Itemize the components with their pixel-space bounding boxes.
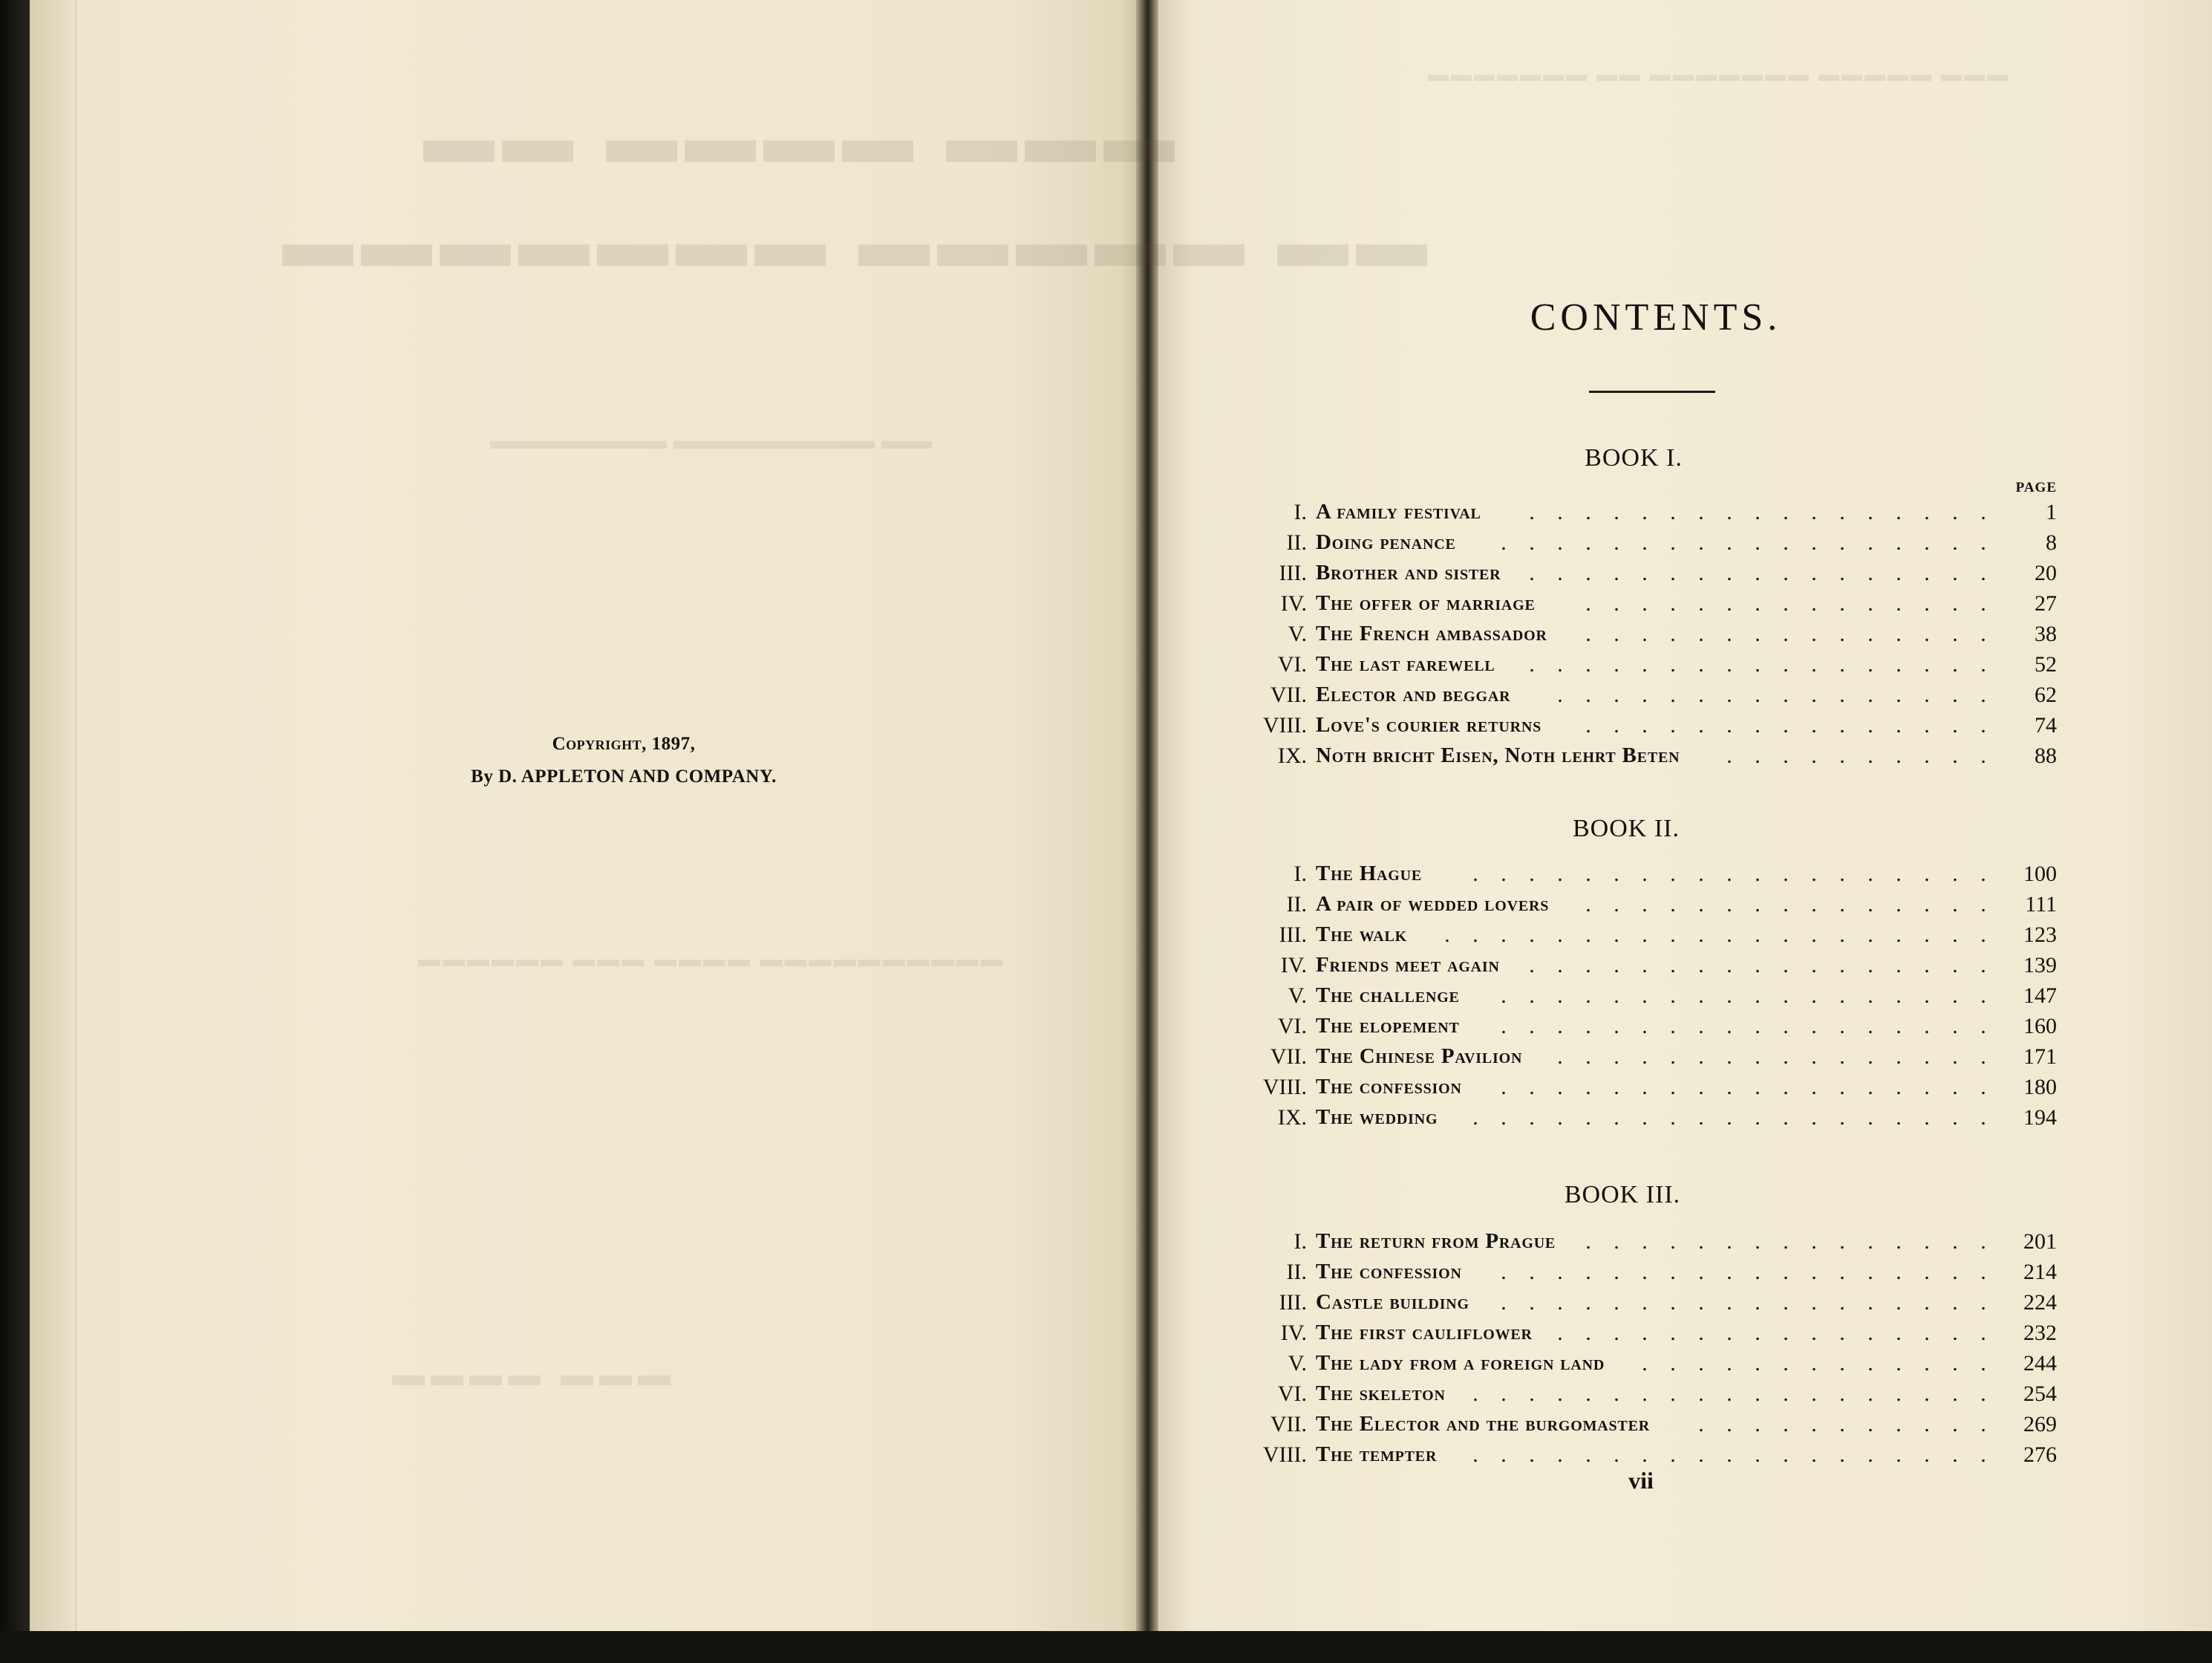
chapter-page-number: 214 bbox=[2023, 1260, 2057, 1284]
dot-leader: . . . . . . . . . . . . . . . bbox=[1585, 892, 1986, 917]
publisher-line: By D. APPLETON AND COMPANY. bbox=[471, 767, 777, 787]
toc-entry bbox=[1233, 1379, 2057, 1409]
binding-edge-bottom bbox=[0, 1631, 2212, 1663]
dot-leader: . . . . . . . . . . . . . . . . . . bbox=[1501, 1014, 1986, 1038]
show-through-title-1: ▬▬▬ ▬▬▬▬ ▬▬ bbox=[416, 98, 1175, 178]
toc-entry bbox=[1233, 889, 2057, 920]
dot-leader: . . . . . . . . . . . . . . . . . bbox=[1529, 500, 1986, 524]
chapter-page-number: 269 bbox=[2023, 1412, 2057, 1436]
chapter-number: IV. bbox=[1280, 1321, 1307, 1345]
chapter-number: II. bbox=[1286, 530, 1307, 555]
chapter-page-number: 111 bbox=[2025, 892, 2057, 917]
chapter-title: The return from Prague bbox=[1316, 1229, 1556, 1253]
show-through-translator: ▬▬▬▬▬▬▬▬▬▬ ▬▬▬▬ ▬▬▬ ▬▬▬▬▬▬ bbox=[416, 947, 1003, 972]
chapter-number: VII. bbox=[1270, 683, 1307, 707]
chapter-number: VI. bbox=[1277, 652, 1307, 677]
show-through-running-head: ▬▬▬ ▬▬▬▬▬ ▬▬▬▬▬▬▬ ▬▬ ▬▬▬▬▬▬▬ bbox=[1426, 63, 2008, 86]
dot-leader: . . . . . . . . . . . . . bbox=[1642, 1351, 1986, 1376]
dot-leader: . . . . . . . . . . . . . . . . . . . bbox=[1472, 1105, 1986, 1130]
chapter-title: The challenge bbox=[1316, 983, 1460, 1007]
dot-leader: . . . . . . . . . . . . . . . . . bbox=[1529, 561, 1986, 585]
chapter-page-number: 100 bbox=[2023, 862, 2057, 886]
dot-leader: . . . . . . . . . . . . . . . . . . . . bbox=[1444, 922, 1986, 947]
chapter-title: A pair of wedded lovers bbox=[1316, 892, 1550, 916]
dot-leader: . . . . . . . . . . . . . . . . . . bbox=[1501, 1290, 1986, 1315]
toc-entry bbox=[1233, 1409, 2057, 1439]
book-2-chapter-list bbox=[1233, 859, 2057, 1133]
dot-leader: . . . . . . . . . . . . . . . . . . . bbox=[1472, 1382, 1986, 1406]
copyright-block bbox=[401, 728, 846, 793]
dot-leader: . . . . . . . . . . . bbox=[1698, 1412, 1986, 1436]
chapter-title: The Elector and the burgomaster bbox=[1316, 1412, 1650, 1436]
dot-leader: . . . . . . . . . . . . . . . . . bbox=[1529, 652, 1986, 677]
chapter-title: The lady from a foreign land bbox=[1316, 1351, 1605, 1375]
book-3-chapter-list bbox=[1233, 1226, 2057, 1470]
chapter-page-number: 1 bbox=[2046, 500, 2057, 524]
chapter-page-number: 8 bbox=[2046, 530, 2057, 555]
copyright-line: Copyright, 1897, bbox=[552, 734, 696, 754]
chapter-title: Noth bricht Eisen, Noth lehrt Beten bbox=[1316, 743, 1680, 767]
chapter-title: Castle building bbox=[1316, 1290, 1469, 1314]
dot-leader: . . . . . . . . . . . . . . . . . . bbox=[1501, 1260, 1986, 1284]
toc-entry bbox=[1233, 649, 2057, 680]
dot-leader: . . . . . . . . . . . . . . . . . . bbox=[1501, 983, 1986, 1008]
toc-entry bbox=[1233, 920, 2057, 950]
chapter-title: The last farewell bbox=[1316, 652, 1495, 676]
chapter-title: Love's courier returns bbox=[1316, 713, 1541, 737]
chapter-number: IV. bbox=[1280, 953, 1307, 977]
chapter-number: III. bbox=[1279, 561, 1307, 585]
dot-leader: . . . . . . . . . . . . . . . . . . . bbox=[1472, 862, 1986, 886]
chapter-page-number: 123 bbox=[2023, 922, 2057, 947]
toc-entry bbox=[1233, 1257, 2057, 1287]
dot-leader: . . . . . . . . . . . . . . . bbox=[1585, 713, 1986, 738]
chapter-title: The first cauliflower bbox=[1316, 1321, 1533, 1344]
chapter-page-number: 74 bbox=[2035, 713, 2057, 738]
left-page-edge bbox=[30, 0, 76, 1631]
chapter-number: V. bbox=[1288, 1351, 1307, 1376]
chapter-title: The Hague bbox=[1316, 862, 1423, 885]
show-through-subtitle: ▬▬ ▬▬▬▬▬▬▬▬ ▬▬▬▬▬▬▬ bbox=[490, 427, 932, 455]
chapter-page-number: 194 bbox=[2023, 1105, 2057, 1130]
dot-leader: . . . . . . . . . . . . . . . bbox=[1585, 622, 1986, 646]
chapter-number: V. bbox=[1288, 622, 1307, 646]
book-1-title: BOOK I. bbox=[1585, 444, 1683, 472]
dot-leader: . . . . . . . . . . . . . . . bbox=[1585, 591, 1986, 616]
binding-edge-left bbox=[0, 0, 31, 1663]
chapter-page-number: 139 bbox=[2023, 953, 2057, 977]
chapter-page-number: 38 bbox=[2035, 622, 2057, 646]
chapter-number: IX. bbox=[1277, 743, 1307, 768]
chapter-number: I. bbox=[1293, 862, 1307, 886]
title-rule bbox=[1589, 391, 1715, 393]
toc-entry bbox=[1233, 1287, 2057, 1318]
chapter-number: IX. bbox=[1277, 1105, 1307, 1130]
toc-entry bbox=[1233, 680, 2057, 710]
dot-leader: . . . . . . . . . . . . . . . . . . bbox=[1501, 530, 1986, 555]
chapter-number: VIII. bbox=[1262, 1075, 1307, 1099]
toc-entry bbox=[1233, 558, 2057, 588]
chapter-number: III. bbox=[1279, 922, 1307, 947]
toc-entry bbox=[1233, 741, 2057, 771]
dot-leader: . . . . . . . . . . . . . . . . . bbox=[1529, 953, 1986, 977]
chapter-number: VIII. bbox=[1262, 713, 1307, 738]
toc-entry bbox=[1233, 1348, 2057, 1379]
dot-leader: . . . . . . . . . . . . . . . . bbox=[1557, 683, 1986, 707]
toc-entry bbox=[1233, 527, 2057, 558]
show-through-title-2: ▬▬ ▬▬▬▬▬ ▬▬▬▬▬▬▬ bbox=[275, 202, 1427, 281]
book-3-title: BOOK III. bbox=[1564, 1181, 1681, 1208]
chapter-number: IV. bbox=[1280, 591, 1307, 616]
page-column-label: PAGE bbox=[2015, 480, 2057, 495]
chapter-title: The wedding bbox=[1316, 1105, 1438, 1129]
toc-entry bbox=[1233, 619, 2057, 649]
chapter-page-number: 52 bbox=[2035, 652, 2057, 677]
chapter-page-number: 201 bbox=[2023, 1229, 2057, 1254]
toc-entry bbox=[1233, 497, 2057, 527]
dot-leader: . . . . . . . . . . . . . . . . bbox=[1557, 1321, 1986, 1345]
chapter-title: A family festival bbox=[1316, 500, 1481, 524]
chapter-page-number: 232 bbox=[2023, 1321, 2057, 1345]
dot-leader: . . . . . . . . . . . . . . . . bbox=[1557, 1044, 1986, 1069]
page-number: vii bbox=[1628, 1467, 1654, 1494]
chapter-number: VII. bbox=[1270, 1412, 1307, 1436]
chapter-title: The confession bbox=[1316, 1260, 1462, 1283]
chapter-title: The French ambassador bbox=[1316, 622, 1547, 645]
toc-entry bbox=[1233, 1011, 2057, 1041]
dot-leader: . . . . . . . . . . . . . . . . . . . bbox=[1472, 1442, 1986, 1467]
toc-entry bbox=[1233, 980, 2057, 1011]
chapter-title: Doing penance bbox=[1316, 530, 1456, 554]
chapter-title: The elopement bbox=[1316, 1014, 1460, 1038]
chapter-number: V. bbox=[1288, 983, 1307, 1008]
chapter-number: VI. bbox=[1277, 1014, 1307, 1038]
dot-leader: . . . . . . . . . . bbox=[1726, 743, 1986, 768]
chapter-page-number: 276 bbox=[2023, 1442, 2057, 1467]
toc-entry bbox=[1233, 950, 2057, 980]
book-1-chapter-list bbox=[1233, 497, 2057, 771]
chapter-page-number: 160 bbox=[2023, 1014, 2057, 1038]
chapter-number: I. bbox=[1293, 500, 1307, 524]
toc-entry bbox=[1233, 859, 2057, 889]
toc-entry bbox=[1233, 1072, 2057, 1102]
chapter-page-number: 244 bbox=[2023, 1351, 2057, 1376]
chapter-number: II. bbox=[1286, 892, 1307, 917]
toc-entry bbox=[1233, 1102, 2057, 1133]
chapter-page-number: 20 bbox=[2035, 561, 2057, 585]
chapter-title: The confession bbox=[1316, 1075, 1462, 1099]
dot-leader: . . . . . . . . . . . . . . . . . . bbox=[1501, 1075, 1986, 1099]
chapter-number: VIII. bbox=[1262, 1442, 1307, 1467]
chapter-page-number: 62 bbox=[2035, 683, 2057, 707]
toc-entry bbox=[1233, 710, 2057, 741]
chapter-number: II. bbox=[1286, 1260, 1307, 1284]
chapter-title: The walk bbox=[1316, 922, 1408, 946]
toc-entry bbox=[1233, 1318, 2057, 1348]
book-2-title: BOOK II. bbox=[1573, 815, 1680, 842]
chapter-page-number: 88 bbox=[2035, 743, 2057, 768]
chapter-page-number: 27 bbox=[2035, 591, 2057, 616]
chapter-title: Elector and beggar bbox=[1316, 683, 1511, 706]
chapter-number: VI. bbox=[1277, 1382, 1307, 1406]
chapter-number: VII. bbox=[1270, 1044, 1307, 1069]
chapter-page-number: 224 bbox=[2023, 1290, 2057, 1315]
toc-entry bbox=[1233, 1226, 2057, 1257]
chapter-title: Friends meet again bbox=[1316, 953, 1500, 977]
chapter-number: III. bbox=[1279, 1290, 1307, 1315]
chapter-title: The tempter bbox=[1316, 1442, 1438, 1466]
toc-entry bbox=[1233, 1439, 2057, 1470]
chapter-page-number: 171 bbox=[2023, 1044, 2057, 1069]
chapter-number: I. bbox=[1293, 1229, 1307, 1254]
chapter-page-number: 254 bbox=[2023, 1382, 2057, 1406]
toc-entry bbox=[1233, 588, 2057, 619]
chapter-title: The skeleton bbox=[1316, 1382, 1446, 1405]
chapter-title: The offer of marriage bbox=[1316, 591, 1536, 615]
toc-entry bbox=[1233, 1041, 2057, 1072]
chapter-title: Brother and sister bbox=[1316, 561, 1501, 585]
contents-title: CONTENTS. bbox=[1530, 296, 1782, 339]
chapter-title: The Chinese Pavilion bbox=[1316, 1044, 1523, 1068]
dot-leader: . . . . . . . . . . . . . . . bbox=[1585, 1229, 1986, 1254]
chapter-page-number: 180 bbox=[2023, 1075, 2057, 1099]
chapter-page-number: 147 bbox=[2023, 983, 2057, 1008]
show-through-imprint: ▬▬▬ ▬▬▬▬ bbox=[386, 1356, 671, 1393]
